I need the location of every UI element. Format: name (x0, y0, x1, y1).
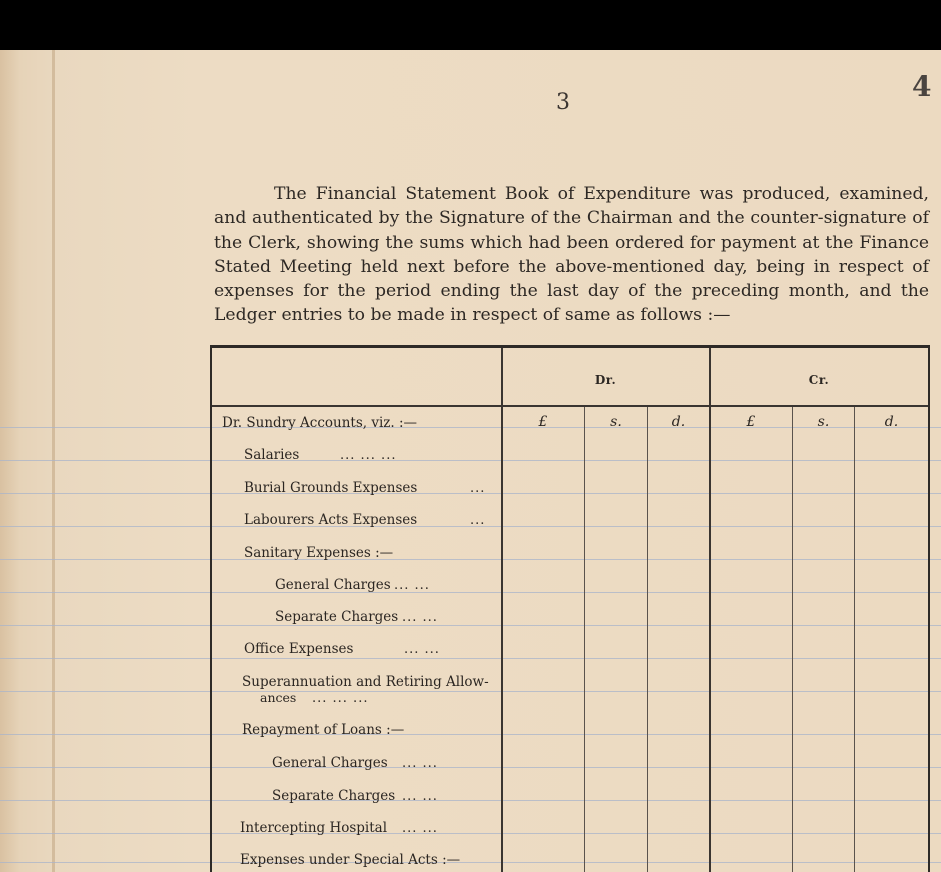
leader-dots: ... ... (402, 821, 438, 836)
leader-dots: ... ... (402, 756, 438, 771)
corner-page-number: 4 (912, 70, 932, 103)
leader-dots: ... ... ... (340, 448, 397, 463)
dr-pounds-header: £ (538, 414, 548, 430)
row-label: Office Expenses (244, 641, 354, 657)
row-label: Burial Grounds Expenses (244, 480, 418, 496)
leader-dots: ... ... (394, 578, 430, 593)
row-label: Separate Charges (275, 609, 399, 625)
row-label: Salaries (244, 447, 300, 463)
dr-shillings-pence-divider (647, 406, 648, 872)
leader-dots: ... ... (402, 610, 438, 625)
document-page (0, 50, 941, 872)
cr-pounds-header: £ (746, 414, 756, 430)
binding-gutter (52, 50, 55, 872)
leader-dots: ... ... (404, 642, 440, 657)
cr-pence-header: d. (884, 414, 899, 430)
dr-heading: Dr. (594, 373, 617, 387)
row-label: Separate Charges (272, 788, 396, 804)
dr-shillings-header: s. (610, 414, 622, 430)
row-label: General Charges (275, 577, 391, 593)
header-rule (212, 405, 928, 407)
cr-pounds-shillings-divider (792, 406, 793, 872)
top-dark-border (0, 0, 941, 50)
ledger-table (210, 345, 930, 872)
cr-shillings-header: s. (817, 414, 830, 430)
row-label: Sanitary Expenses :— (244, 545, 394, 561)
intro-paragraph: The Financial Statement Book of Expenditure was produced, examined, and authenticated by the Signature of the Chairman and the counter-signature of the Clerk, showing the sums which had been ordered for payment at the Finance Stated Meeting held next before the above-mentioned day, being in respect of expenses for the period ending the last day of the preceding month, and the Ledger entries to be made in respect of same as follows :— (214, 184, 929, 326)
cr-shillings-pence-divider (854, 406, 855, 872)
dr-pence-header: d. (671, 414, 686, 430)
leader-dots: ... ... ... (312, 691, 369, 706)
row-label: Labourers Acts Expenses (244, 512, 418, 528)
leader-dots: ... (470, 513, 486, 528)
page-number: 3 (556, 90, 570, 115)
row-label: Expenses under Special Acts :— (240, 852, 461, 868)
dr-pounds-shillings-divider (584, 406, 585, 872)
row-label: General Charges (272, 755, 388, 771)
row-label: Dr. Sundry Accounts, viz. :— (222, 415, 418, 431)
row-label: ances (260, 690, 297, 705)
row-label: Superannuation and Retiring Allow- (242, 674, 489, 690)
row-label: Repayment of Loans :— (242, 722, 405, 738)
row-label: Intercepting Hospital (240, 820, 388, 836)
leader-dots: ... ... (402, 789, 438, 804)
cr-heading: Cr. (808, 373, 830, 387)
leader-dots: ... (470, 481, 486, 496)
